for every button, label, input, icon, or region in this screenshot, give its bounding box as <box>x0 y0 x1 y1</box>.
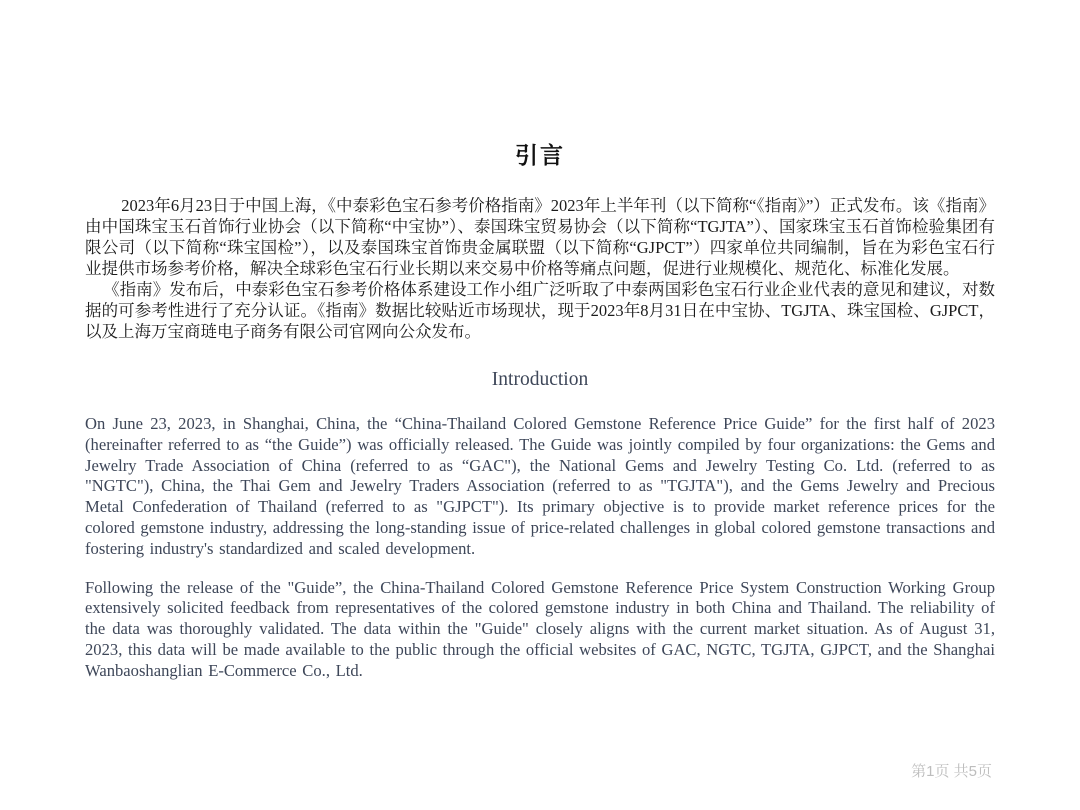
english-paragraph-2: Following the release of the "Guide”, the China-Thailand Colored Gemstone Reference Price System Construction Working Group extensively solicited feedback from representatives of the colored gemstone industry in both China and Thailand. The reliability of the data was thoroughly validated. The data within the "Guide" closely aligns with the current market situation. As of August 31, 2023, this data will be made available to the public through the official websites of GAC, NGTC, TGJTA, GJPCT, and the Shanghai Wanbaoshanglian E-Commerce Co., Ltd. <box>85 577 995 680</box>
chinese-paragraph-1: 2023年6月23日于中国上海，《中泰彩色宝石参考价格指南》2023年上半年刊（以下简称“《指南》”）正式发布。该《指南》由中国珠宝玉石首饰行业协会（以下简称“中宝协”）、泰国珠宝贸易协会（以下简称“TGJTA”）、国家珠宝玉石首饰检验集团有限公司（以下简称“珠宝国检”），以及泰国珠宝首饰贵金属联盟（以下简称“GJPCT”）四家单位共同编制，旨在为彩色宝石行业提供市场参考价格，解决全球彩色宝石行业长期以来交易中价格等痛点问题，促进行业规模化、规范化、标准化发展。 <box>85 196 995 278</box>
chinese-paragraph-2: 《指南》发布后，中泰彩色宝石参考价格体系建设工作小组广泛听取了中泰两国彩色宝石行业企业代表的意见和建议，对数据的可参考性进行了充分认证。《指南》数据比较贴近市场现状，现于2023年8月31日在中宝协、TGJTA、珠宝国检、GJPCT，以及上海万宝商琏电子商务有限公司官网向公众发布。 <box>85 280 995 341</box>
page-number-indicator: 第1页 共5页 <box>911 763 992 780</box>
document-content <box>85 0 995 682</box>
english-section-title: Introduction <box>491 369 589 390</box>
chinese-section-title: 引言 <box>515 143 565 168</box>
english-paragraph-1: On June 23, 2023, in Shanghai, China, the “China-Thailand Colored Gemstone Reference Price Guide” for the first half of 2023 (hereinafter referred to as “the Guide”) was officially released. The Guide was jointly compiled by four organizations: the Gems and Jewelry Trade Association of China (referred to as “GAC"), the National Gems and Jewelry Testing Co. Ltd. (referred to as "NGTC"), China, the Thai Gem and Jewelry Traders Association (referred to as "TGJTA"), and the Gems Jewelry and Precious Metal Confederation of Thailand (referred to as "GJPCT"). Its primary objective is to provide market reference prices for the colored gemstone industry, addressing the long-standing issue of price-related challenges in global colored gemstone transactions and fostering industry's standardized and scaled development. <box>85 414 995 558</box>
